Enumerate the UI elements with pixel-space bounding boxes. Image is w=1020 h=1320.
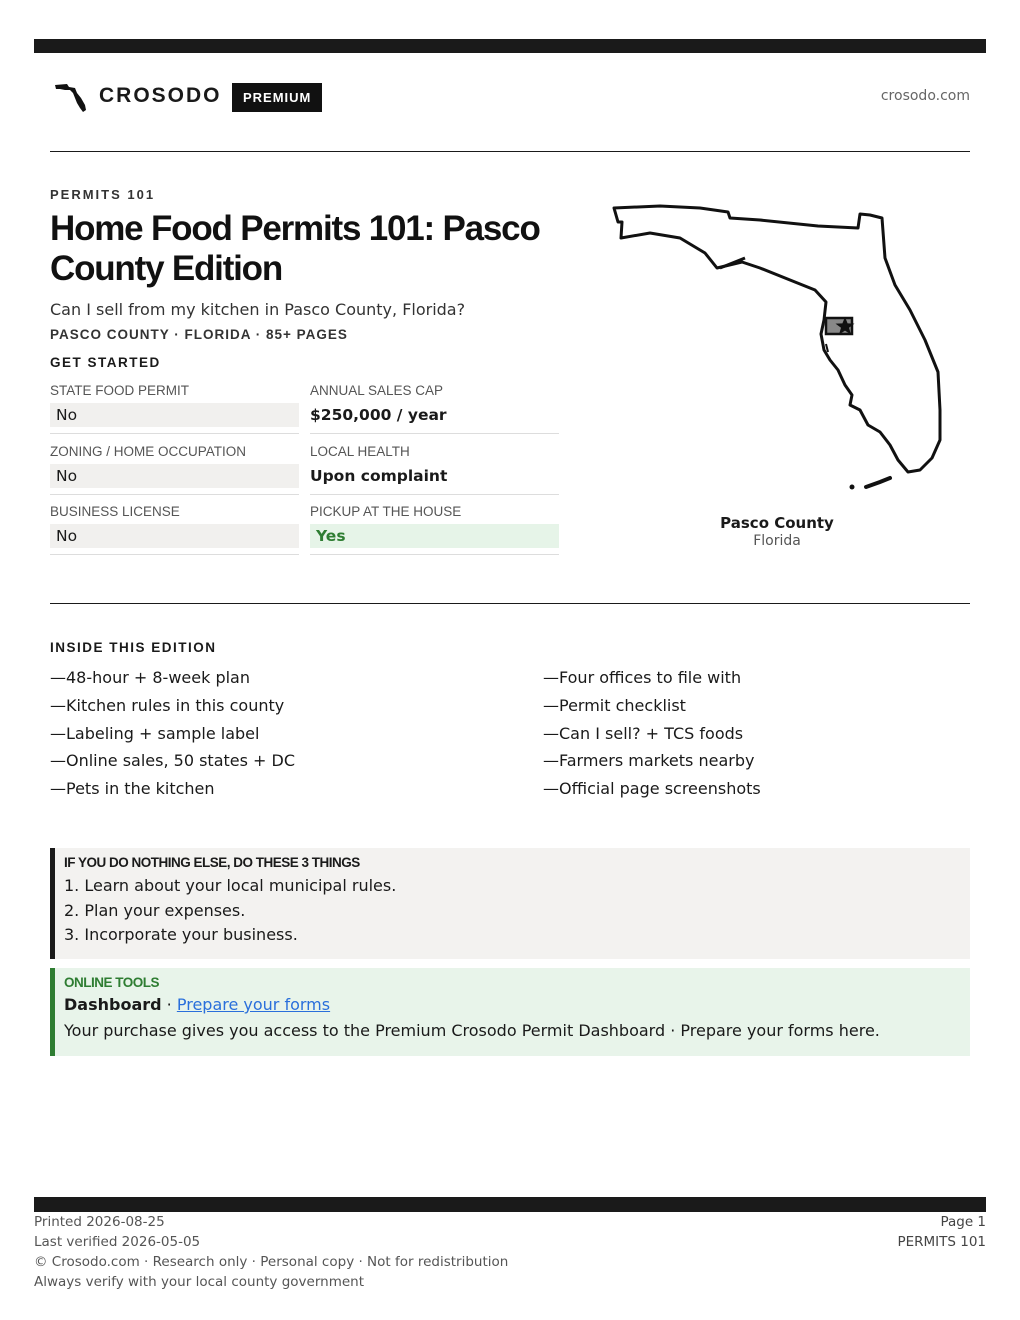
copyright: © Crosodo.com · Research only · Personal copy · Not for redistribution <box>34 1254 509 1270</box>
list-item: —Online sales, 50 states + DC <box>50 751 296 771</box>
page-number: Page 1 <box>940 1214 986 1230</box>
footer-section: PERMITS 101 <box>897 1234 986 1250</box>
prepare-forms-link[interactable]: Prepare your forms <box>176 995 331 1014</box>
list-item: —Permit checklist <box>543 695 686 715</box>
page-title: Home Food Permits 101: Pasco County Edition <box>50 209 540 288</box>
fact-pickup-at-house <box>310 503 559 555</box>
florida-state-icon <box>53 81 89 113</box>
printed-date: Printed 2026-08-25 <box>34 1214 165 1230</box>
page-subtitle: Can I sell from my kitchen in Pasco County, Florida? <box>50 300 466 319</box>
star-icon <box>835 316 855 336</box>
fact-value: Upon complaint <box>310 467 448 485</box>
list-item: —Kitchen rules in this county <box>50 695 285 715</box>
toc-column-right <box>543 667 983 806</box>
three-things-callout <box>50 848 970 959</box>
online-tools-callout <box>50 968 970 1056</box>
separator: · <box>161 995 177 1014</box>
list-item: —Four offices to file with <box>543 668 742 687</box>
list-item: —Pets in the kitchen <box>50 779 215 799</box>
list-item: 3. Incorporate your business. <box>64 925 298 944</box>
fact-business-license <box>50 503 299 555</box>
map-caption <box>677 514 877 549</box>
fact-label: BUSINESS LICENSE <box>50 504 180 519</box>
fact-local-health <box>310 443 559 495</box>
dashboard-label: Dashboard <box>64 995 162 1014</box>
fact-value: Yes <box>310 524 559 548</box>
fact-label: ZONING / HOME OCCUPATION <box>50 444 247 459</box>
fact-label: PICKUP AT THE HOUSE <box>310 504 462 519</box>
list-item: —48-hour + 8-week plan <box>50 668 250 687</box>
toc-column-left <box>50 667 490 806</box>
list-item: 2. Plan your expenses. <box>64 900 246 920</box>
header <box>50 78 970 118</box>
disclaimer: Always verify with your local county government <box>34 1274 364 1290</box>
inside-heading: INSIDE THIS EDITION <box>50 640 217 655</box>
fact-state-food-permit <box>50 382 299 434</box>
fact-label: STATE FOOD PERMIT <box>50 383 190 398</box>
list-item: —Can I sell? + TCS foods <box>543 723 744 743</box>
site-url[interactable]: crosodo.com <box>880 88 970 104</box>
callout-heading: IF YOU DO NOTHING ELSE, DO THESE 3 THINGS <box>64 855 360 870</box>
footer-right <box>897 1212 986 1252</box>
brand-name: CROSODO <box>99 84 222 107</box>
map-county-name: Pasco County <box>720 514 834 532</box>
list-item: —Farmers markets nearby <box>543 751 755 771</box>
callout-heading: ONLINE TOOLS <box>64 975 160 990</box>
bottom-bar <box>34 1197 986 1212</box>
florida-map <box>605 200 950 500</box>
footer-left <box>34 1212 508 1292</box>
fact-zoning <box>50 443 299 495</box>
edition-meta: PASCO COUNTY · FLORIDA · 85+ PAGES <box>50 327 348 342</box>
florida-outline-icon <box>605 200 950 500</box>
list-item: —Labeling + sample label <box>50 723 260 743</box>
map-state-name: Florida <box>753 533 801 549</box>
fact-value: $250,000 / year <box>310 406 447 424</box>
fact-label: LOCAL HEALTH <box>310 444 410 459</box>
fact-value: No <box>50 464 299 488</box>
list-item: —Official page screenshots <box>543 779 761 799</box>
eyebrow: PERMITS 101 <box>50 187 156 202</box>
header-divider <box>50 151 970 152</box>
fact-label: ANNUAL SALES CAP <box>310 383 444 398</box>
premium-badge: PREMIUM <box>232 83 322 112</box>
verified-date: Last verified 2026-05-05 <box>34 1234 201 1250</box>
fact-value: No <box>50 403 299 427</box>
fact-value: No <box>50 524 299 548</box>
list-item: 1. Learn about your local municipal rules. <box>64 876 397 895</box>
tools-links-line <box>64 992 970 1018</box>
section-divider <box>50 603 970 604</box>
get-started-heading: GET STARTED <box>50 355 161 370</box>
tools-description: Your purchase gives you access to the Premium Crosodo Permit Dashboard · Prepare your forms here. <box>64 1021 880 1040</box>
top-bar <box>34 39 986 53</box>
fact-annual-sales-cap <box>310 382 559 434</box>
